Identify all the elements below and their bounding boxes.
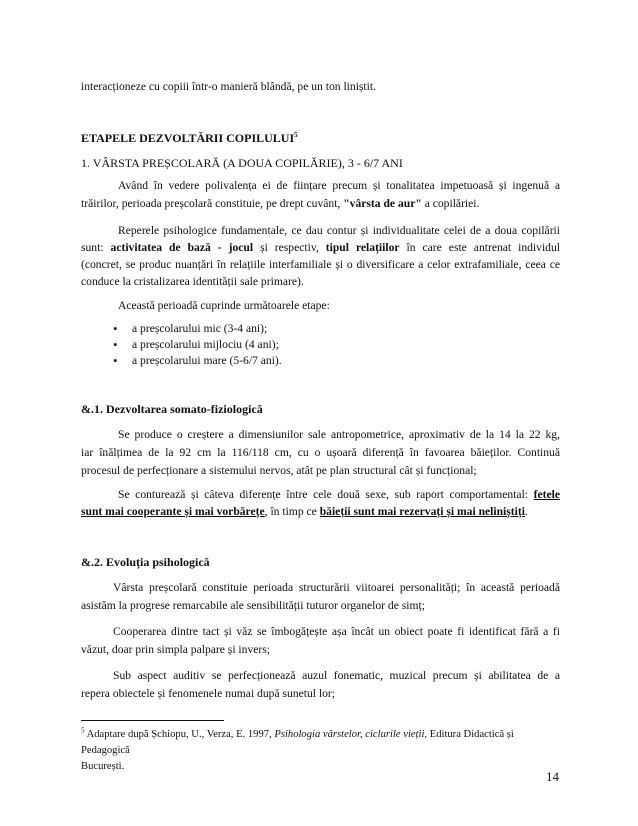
footnote-line: București. bbox=[81, 761, 125, 772]
bold-underlined-text bbox=[534, 488, 560, 501]
paragraph-line: Sub aspect auditiv se perfecționează auzul fonematic, muzical precum și abilitatea de a bbox=[113, 669, 560, 682]
subsection-title: &.2. Evoluția psihologică bbox=[81, 555, 210, 569]
paragraph-line: Cooperarea dintre tact și văz se îmbogățește așa încât un obiect poate fi identificat fără a fi bbox=[113, 625, 560, 638]
paragraph-line: Având în vedere polivalența ei de ființare precum și tonalitatea impetuoasă și ingenuă a bbox=[118, 179, 560, 192]
footnote-divider bbox=[81, 720, 224, 721]
paragraph-line: asistăm la progrese remarcabile ale sensibilității tuturor organelor de simț; bbox=[81, 599, 425, 612]
text-span: Se conturează și câteva diferențe între cele două sexe, sub raport comportamental: bbox=[118, 488, 534, 501]
underlined-text: sunt mai cooperante și mai vorbărețe bbox=[81, 505, 265, 518]
paragraph-line: conduce la cristalizarea identității sale primare). bbox=[81, 275, 304, 288]
italic-text: Psihologia vârstelor, ciclurile vieții, bbox=[274, 729, 428, 740]
underlined-text: băieții sunt mai rezervați și mai neliniștiți bbox=[319, 505, 525, 518]
text-span: trăirilor, perioada preșcolară constituie, pe drept cuvânt, bbox=[81, 197, 344, 210]
bold-text: activitatea de bază - jocul bbox=[110, 241, 254, 254]
text-span: sunt: bbox=[81, 241, 111, 254]
text-span: în care este antrenat individul bbox=[399, 241, 560, 254]
footnote-line bbox=[81, 727, 560, 759]
bold-text: tipul relațiilor bbox=[325, 241, 400, 254]
paragraph-line: Vârsta preșcolară constituie perioada structurării viitoarei personalități; în această perioadă bbox=[113, 581, 560, 594]
paragraph-line bbox=[81, 504, 560, 520]
footnote bbox=[81, 727, 560, 775]
footnote-number: 5 bbox=[81, 726, 85, 735]
paragraph-line: Se produce o creștere a dimensiunilor sale antropometrice, aproximativ de la 14 la 22 kg, bbox=[118, 428, 560, 441]
section-title: 1. VÂRSTA PREȘCOLARĂ (A DOUA COPILĂRIE), 3 - 6/7 ANI bbox=[81, 156, 403, 170]
paragraph-line bbox=[81, 240, 560, 256]
text-span: Adaptare după Șchiopu, U., Verza, E. 1997, bbox=[84, 729, 275, 740]
intro-line: interacționeze cu copiii într-o manieră blândă, pe un ton liniștit. bbox=[81, 80, 376, 93]
paragraph-line: procesul de perfecționare a sistemului nervos, atât pe plan structural cât și funcțional; bbox=[81, 464, 477, 477]
paragraph-line: iar înălțimea de la 92 cm la 116/118 cm, cu o ușoară diferență în favoarea băieților. Continuă bbox=[81, 446, 560, 459]
list-item: • a preșcolarului mic (3-4 ani); bbox=[113, 321, 282, 337]
text-span: , în timp ce bbox=[264, 505, 320, 518]
page-number: 14 bbox=[546, 769, 559, 784]
main-heading-text: ETAPELE DEZVOLTĂRII COPILULUI bbox=[81, 131, 295, 145]
list-item: • a preșcolarului mare (5-6/7 ani). bbox=[113, 353, 282, 369]
subsection-title: &.1. Dezvoltarea somato-fiziologică bbox=[81, 402, 263, 416]
paragraph-line bbox=[81, 487, 560, 503]
list-item: • a preșcolarului mijlociu (4 ani); bbox=[113, 337, 282, 353]
underlined-text: fetele bbox=[533, 488, 560, 501]
paragraph-line bbox=[81, 196, 560, 212]
footnote-ref: 5 bbox=[294, 131, 298, 139]
bold-text: "vârsta de aur" bbox=[343, 197, 422, 210]
paragraph-line: (concret, se produc nuanțări în relațiile interfamiliale și o diversificare a celor extrafamiliale, ceea ce bbox=[81, 258, 560, 271]
stages-list bbox=[113, 321, 282, 369]
paragraph-line: văzut, doar prin simpla palpare și invers; bbox=[81, 643, 270, 656]
main-heading bbox=[81, 130, 560, 146]
bold-underlined-text bbox=[81, 505, 265, 518]
text-span: Editura Didactică și Pedagogică bbox=[81, 729, 514, 756]
text-span: . bbox=[524, 505, 528, 518]
bold-underlined-text bbox=[320, 505, 525, 518]
stages-intro: Această perioadă cuprinde următoarele etape: bbox=[118, 299, 330, 312]
text-span: a copilăriei. bbox=[421, 197, 480, 210]
paragraph-line: repera obiectele și fenomenele numai după sunetul lor; bbox=[81, 687, 335, 700]
text-span: și respectiv, bbox=[253, 241, 326, 254]
paragraph-line: Reperele psihologice fundamentale, ce dau contur și individualitate celei de a doua copilării bbox=[118, 224, 560, 237]
